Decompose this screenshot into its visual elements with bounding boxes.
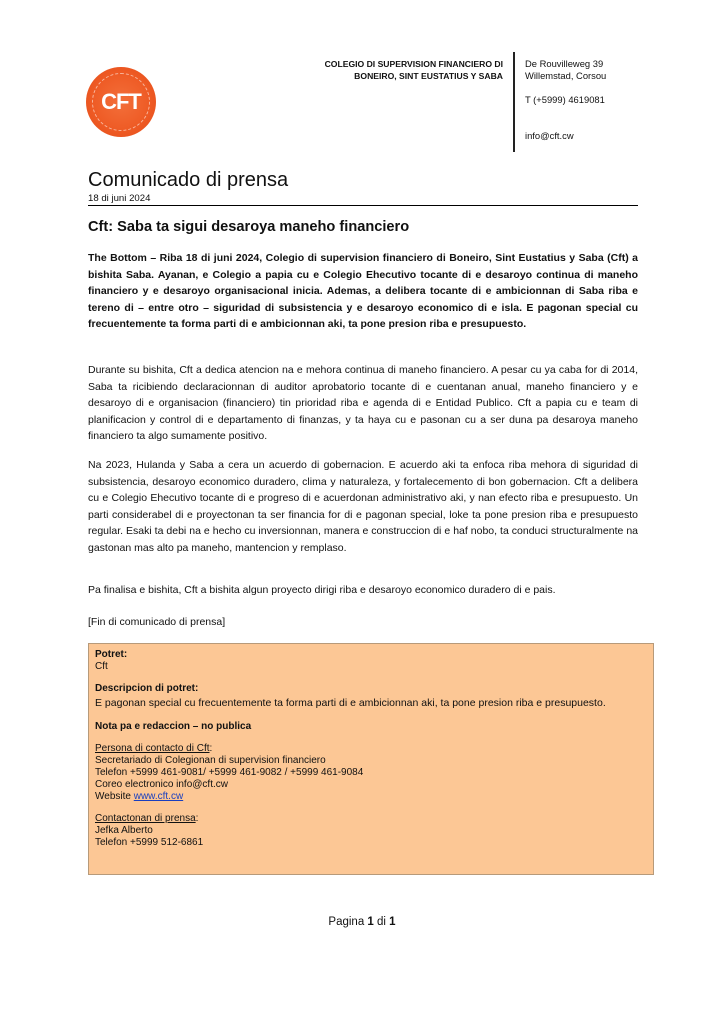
photo-value: Cft	[95, 661, 108, 672]
website-label: Website	[95, 791, 134, 802]
end-note: [Fin di comunicado di prensa]	[88, 616, 226, 628]
contact-colon: :	[209, 743, 213, 754]
body-paragraph-3: Pa finalisa e bishita, Cft a bishita algun proyecto dirigi riba e desaroyo economico duradero di e pais.	[88, 584, 556, 596]
document-date: 18 di juni 2024	[88, 193, 151, 204]
photo-label: Potret:	[95, 649, 128, 660]
press-phone: Telefon +5999 512-6861	[95, 837, 204, 848]
editor-note-label: Nota pa e redaccion – no publica	[95, 721, 252, 732]
body-paragraph-1: Durante su bishita, Cft a dedica atencion na e mehora continua di maneho financiero. A pesar cu ya caba for di 2014, Saba ta ricibiendo declaracionnan di auditor aprobatorio tocante di e cuentanan anual, maneho financiero y e desaroyo di e organisacion (financiero) tin prioridad riba e agenda di e Entidad Publico. Cft a papia cu e team di planificacion y control di e departamento di finanzas, y ta haya cu e pasonan cu a ser duna pa desaroya maneho financiero ta algo sumamente positivo.	[88, 364, 638, 443]
editor-info-box	[88, 643, 654, 875]
photo-description: E pagonan special cu frecuentemente ta forma parti di e ambicionnan aki, ta pone presion riba e presupuesto.	[95, 697, 606, 709]
contact-heading	[95, 743, 647, 755]
contact-line1: Secretariado di Colegionan di supervision financiero	[95, 755, 326, 766]
cft-logo	[86, 67, 156, 137]
address-line2: Willemstad, Corsou	[525, 70, 607, 81]
org-name-line1: COLEGIO DI SUPERVISION FINANCIERO DI	[324, 59, 503, 69]
contact-line2: Telefon +5999 461-9081/ +5999 461-9082 / +5999 461-9084	[95, 767, 364, 778]
header-divider	[513, 52, 515, 152]
photo-description-label: Descripcion di potret:	[95, 683, 199, 694]
lead-paragraph: The Bottom – Riba 18 di juni 2024, Colegio di supervision financiero di Boneiro, Sint Eustatius y Saba (Cft) a bishita Saba. Ayanan, e Colegio a papia cu e Colegio Ehecutivo tocante di e desaroyo continua di maneho financiero y e desaroyo organisacional inicia. Ademas, a delibera tocante di e ambicionnan di Saba riba e tereno di – entre otro – siguridad di subsistencia y e desaroyo economico di e isla. E pagonan special cu frecuentemente ta forma parti di e ambicionnan aki, ta pone presion riba e presupuesto.	[88, 252, 638, 331]
title-rule	[88, 205, 638, 206]
contact-label: Persona di contacto di Cft	[95, 743, 210, 754]
footer-prefix: Pagina	[328, 916, 368, 928]
organization-name	[260, 58, 503, 82]
press-name: Jefka Alberto	[95, 825, 153, 836]
footer-middle: di	[373, 916, 390, 928]
page-footer	[0, 916, 724, 928]
footer-page-number: 1	[367, 916, 374, 928]
header-phone: T (+5999) 4619081	[525, 94, 605, 105]
contact-line3: Coreo electronico info@cft.cw	[95, 779, 228, 790]
header-email: info@cft.cw	[525, 130, 574, 141]
footer-total-pages: 1	[389, 916, 396, 928]
org-name-line2: BONEIRO, SINT EUSTATIUS Y SABA	[354, 71, 503, 81]
address	[525, 58, 606, 82]
document-title: Comunicado di prensa	[88, 169, 289, 191]
press-heading	[95, 813, 647, 825]
body-paragraph-2: Na 2023, Hulanda y Saba a cera un acuerdo di gobernacion. E acuerdo aki ta enfoca riba mehora di siguridad di subsistencia, desaroyo economico duradero, clima y naturaleza, y fortalecemento di bon gobernacion. Cft a delibera cu e Colegio Ehecutivo tocante di e progreso di e acuerdonan administrativo aki, y nan efecto riba e presupuesto. Un parti considerabel di e proyectonan ta ser financia for di e pagonan special, loke ta pone presion riba e presupuesto regular. Esaki ta debi na e hecho cu inversionnan, manera e construccion di e haf nobo, ta conduci structuralmente na gastonan mas alto pa maneho, mantencion y remplaso.	[88, 459, 638, 554]
logo-text: CFT	[101, 89, 141, 114]
press-label: Contactonan di prensa	[95, 813, 196, 824]
address-line1: De Rouvilleweg 39	[525, 58, 604, 69]
headline: Cft: Saba ta sigui desaroya maneho financiero	[88, 219, 410, 235]
website-line	[95, 791, 647, 803]
website-link[interactable]: www.cft.cw	[133, 791, 184, 802]
press-colon: :	[195, 813, 199, 824]
